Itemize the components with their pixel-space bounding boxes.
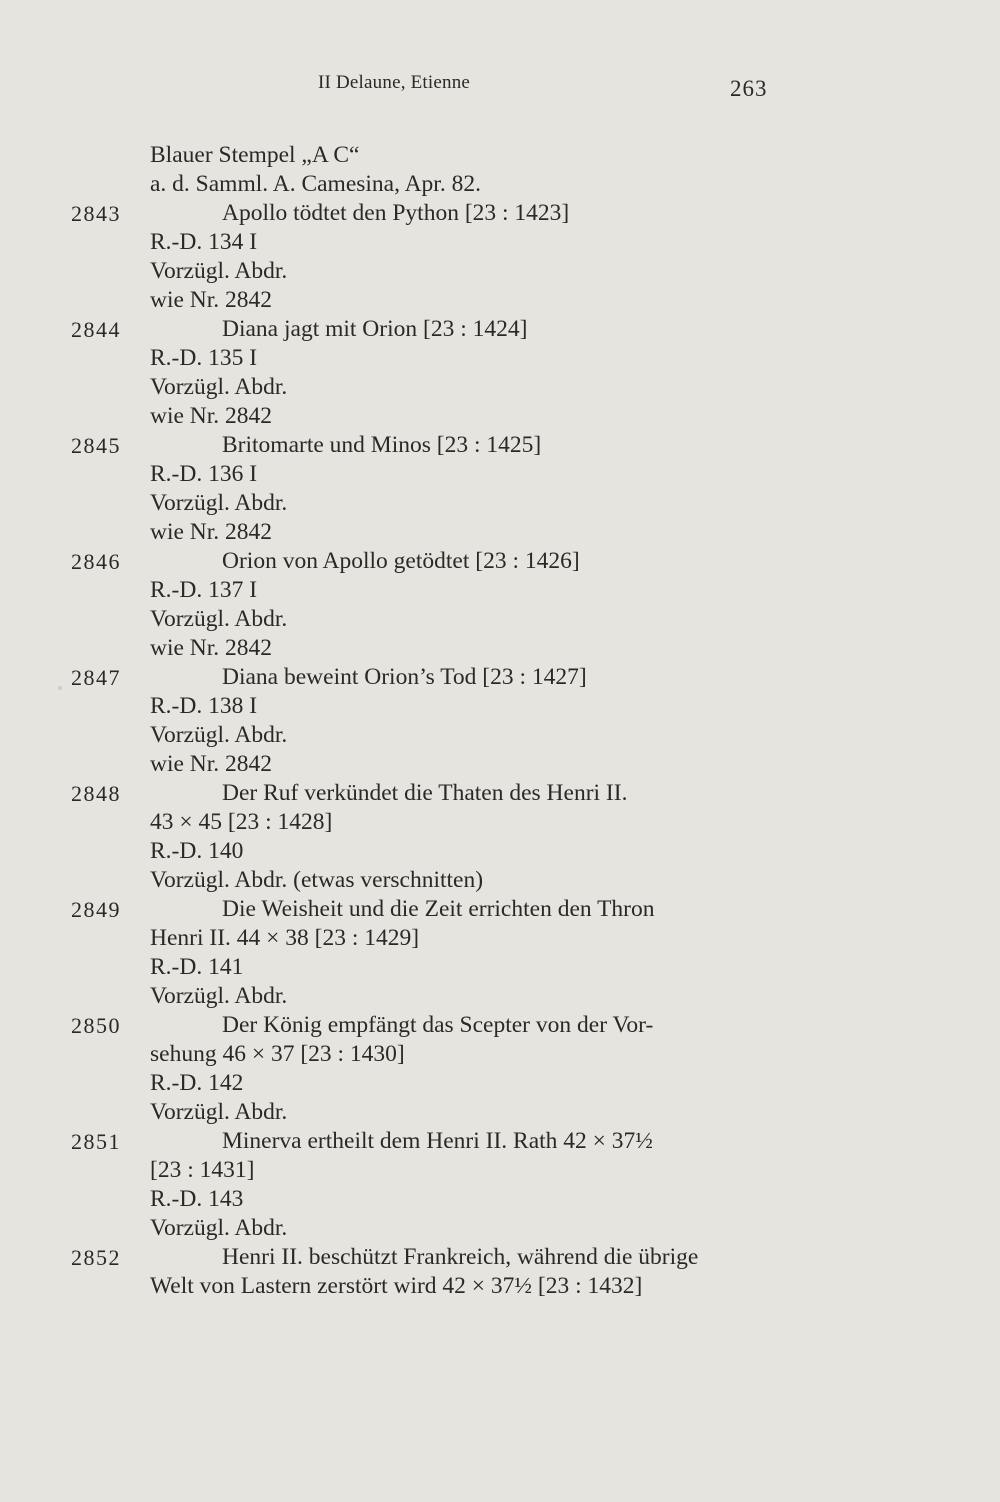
entry-line xyxy=(0,518,1000,547)
entry-line xyxy=(0,1069,1000,1098)
entry-line xyxy=(0,576,1000,605)
entry-line xyxy=(0,1185,1000,1214)
entry-title: Der König empfängt das Scepter von der Vor- xyxy=(222,1012,654,1038)
entry-ref: R.-D. 137 I xyxy=(150,577,258,603)
entry-note: wie Nr. 2842 xyxy=(150,519,273,545)
entry-quality: Vorzügl. Abdr. (etwas verschnitten) xyxy=(150,867,484,893)
entry-quality: Vorzügl. Abdr. xyxy=(150,983,288,1009)
catalogue-text xyxy=(0,141,1000,1301)
running-head: II Delaune, Etienne xyxy=(318,72,471,93)
entry-ref: R.-D. 136 I xyxy=(150,461,258,487)
entry-line xyxy=(0,837,1000,866)
entry-line xyxy=(0,402,1000,431)
entry-line xyxy=(0,750,1000,779)
entry-line xyxy=(0,808,1000,837)
entry-line xyxy=(0,1214,1000,1243)
entry-line xyxy=(0,228,1000,257)
entry-ref: R.-D. 140 xyxy=(150,838,244,864)
entry-line xyxy=(0,953,1000,982)
entry-line xyxy=(0,634,1000,663)
entry-quality: Vorzügl. Abdr. xyxy=(150,374,288,400)
entry-title: Apollo tödtet den Python [23 : 1423] xyxy=(222,200,570,226)
entry-title-line xyxy=(0,1011,1000,1040)
intro-text: Blauer Stempel „A C“ xyxy=(150,142,360,168)
entry-line xyxy=(0,692,1000,721)
intro-line xyxy=(0,170,1000,199)
intro-line xyxy=(0,141,1000,170)
entry-title: Diana jagt mit Orion [23 : 1424] xyxy=(222,316,528,342)
entry-quality: Vorzügl. Abdr. xyxy=(150,1215,288,1241)
entry-title-cont: [23 : 1431] xyxy=(150,1157,255,1183)
entry-number: 2850 xyxy=(71,1013,121,1038)
entry-note: wie Nr. 2842 xyxy=(150,287,273,313)
entry-title: Die Weisheit und die Zeit errichten den Thron xyxy=(222,896,655,922)
entry-title: Henri II. beschützt Frankreich, während die übrige xyxy=(222,1244,699,1270)
entry-title-line xyxy=(0,315,1000,344)
entry-line xyxy=(0,344,1000,373)
entry-number: 2852 xyxy=(71,1245,121,1270)
entry-title-line xyxy=(0,431,1000,460)
entry-line xyxy=(0,1098,1000,1127)
entry-title-cont: Welt von Lastern zerstört wird 42 × 37½ [23 : 1432] xyxy=(150,1273,643,1299)
entry-title: Orion von Apollo getödtet [23 : 1426] xyxy=(222,548,580,574)
entry-line xyxy=(0,924,1000,953)
entry-number: 2844 xyxy=(71,317,121,342)
entry-title-cont: Henri II. 44 × 38 [23 : 1429] xyxy=(150,925,420,951)
entry-quality: Vorzügl. Abdr. xyxy=(150,1099,288,1125)
entry-ref: R.-D. 138 I xyxy=(150,693,258,719)
entry-line xyxy=(0,286,1000,315)
entry-ref: R.-D. 134 I xyxy=(150,229,258,255)
entry-title-cont: sehung 46 × 37 [23 : 1430] xyxy=(150,1041,405,1067)
entry-number: 2847 xyxy=(71,665,121,690)
entry-title: Der Ruf verkündet die Thaten des Henri II. xyxy=(222,780,628,806)
entry-line xyxy=(0,721,1000,750)
entry-line xyxy=(0,1040,1000,1069)
entry-number: 2845 xyxy=(71,433,121,458)
entry-title-line xyxy=(0,779,1000,808)
entry-line xyxy=(0,982,1000,1011)
entry-number: 2843 xyxy=(71,201,121,226)
entry-title: Minerva ertheilt dem Henri II. Rath 42 × 37½ xyxy=(222,1128,653,1154)
entry-quality: Vorzügl. Abdr. xyxy=(150,722,288,748)
entry-title-line xyxy=(0,895,1000,924)
entry-ref: R.-D. 135 I xyxy=(150,345,258,371)
entry-quality: Vorzügl. Abdr. xyxy=(150,490,288,516)
entry-quality: Vorzügl. Abdr. xyxy=(150,606,288,632)
entry-number: 2846 xyxy=(71,549,121,574)
entry-quality: Vorzügl. Abdr. xyxy=(150,258,288,284)
entry-line xyxy=(0,373,1000,402)
entry-line xyxy=(0,866,1000,895)
entry-note: wie Nr. 2842 xyxy=(150,403,273,429)
entry-number: 2851 xyxy=(71,1129,121,1154)
entry-title-line xyxy=(0,199,1000,228)
entry-number: 2848 xyxy=(71,781,121,806)
entry-title: Britomarte und Minos [23 : 1425] xyxy=(222,432,542,458)
entry-title-line xyxy=(0,547,1000,576)
entry-title-cont: 43 × 45 [23 : 1428] xyxy=(150,809,333,835)
page-number: 263 xyxy=(730,76,768,101)
intro-text: a. d. Samml. A. Camesina, Apr. 82. xyxy=(150,171,481,197)
entry-line xyxy=(0,1156,1000,1185)
entry-line xyxy=(0,460,1000,489)
entry-line xyxy=(0,257,1000,286)
entry-line xyxy=(0,489,1000,518)
entry-title-line xyxy=(0,1243,1000,1272)
entry-ref: R.-D. 141 xyxy=(150,954,244,980)
entry-title-line xyxy=(0,1127,1000,1156)
entry-number: 2849 xyxy=(71,897,121,922)
entry-line xyxy=(0,605,1000,634)
entry-title-line xyxy=(0,663,1000,692)
entry-line xyxy=(0,1272,1000,1301)
entry-ref: R.-D. 142 xyxy=(150,1070,244,1096)
entry-ref: R.-D. 143 xyxy=(150,1186,244,1212)
entry-note: wie Nr. 2842 xyxy=(150,635,273,661)
entry-note: wie Nr. 2842 xyxy=(150,751,273,777)
entry-title: Diana beweint Orion’s Tod [23 : 1427] xyxy=(222,664,587,690)
